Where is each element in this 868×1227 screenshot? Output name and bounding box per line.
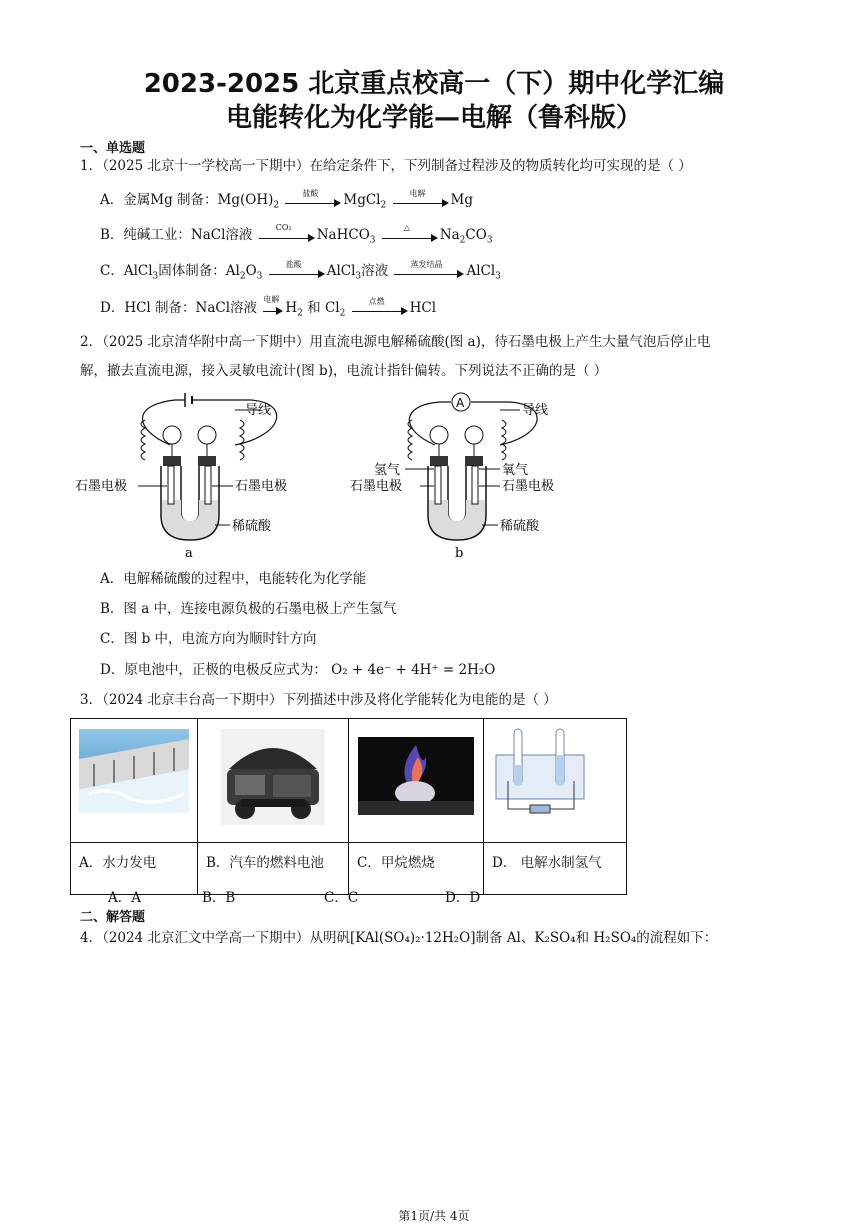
methane-flame-image — [358, 737, 474, 815]
question-2-stem-line1: 2．（2025 北京清华附中高一下期中）用直流电源电解稀硫酸(图 a)，待石墨电极上产生大量气泡后停止电 — [80, 334, 711, 350]
car-engine-image — [221, 729, 325, 825]
water-electrolysis-image — [490, 725, 590, 825]
cell-image-fuel-cell-car — [198, 719, 349, 843]
section-heading-answer: 二、解答题 — [80, 910, 146, 925]
q3-choice-table — [70, 718, 627, 895]
caption-b: b — [455, 546, 464, 560]
question-4-stem: 4．（2024 北京汇文中学高一下期中）从明矾[KAl(SO₄)₂·12H₂O]制备 Al、K₂SO₄和 H₂SO₄的流程如下： — [80, 930, 718, 946]
q2-option-d: D．原电池中，正极的电极反应式为： O₂ + 4e⁻ + 4H⁺ = 2H₂O — [100, 662, 496, 678]
cell-label-c: C．甲烷燃烧 — [349, 843, 484, 895]
label-right-electrode-a: 石墨电极 — [235, 479, 288, 494]
question-3-stem: 3．（2024 北京丰台高一下期中）下列描述中涉及将化学能转化为电能的是（ ） — [80, 692, 557, 708]
electrolysis-figure-b — [350, 390, 590, 560]
q1-option-c: C．AlCl$_3$固体制备：$Al_2O_3$ 盐酸 AlCl$_3$溶液 蒸发结晶 AlCl$_3$ — [100, 259, 501, 282]
q1-option-a: A．金属Mg 制备：$Mg(OH)_2$ 盐酸 MgCl$_2$ 电解 Mg — [100, 188, 474, 211]
label-right-electrode-b: 石墨电极 — [502, 479, 555, 494]
reaction-arrow: 点燃 — [352, 302, 408, 316]
q3-answer-b: B．B — [202, 890, 236, 906]
cell-label-a: A．水力发电 — [71, 843, 198, 895]
q2-option-c: C．图 b 中，电流方向为顺时针方向 — [100, 631, 317, 647]
cell-image-methane-combustion — [349, 719, 484, 843]
cell-label-d: D． 电解水制氢气 — [484, 843, 627, 895]
page-subtitle: 电能转化为化学能—电解（鲁科版） — [225, 103, 642, 133]
label-left-electrode-a: 石墨电极 — [75, 479, 128, 494]
electrode-equation: O₂ + 4e⁻ + 4H⁺ = 2H₂O — [331, 662, 496, 678]
label-wire-a: 导线 — [245, 403, 272, 418]
section-heading-single-choice: 一、单选题 — [80, 141, 146, 156]
q3-answer-d: D．D — [445, 890, 481, 906]
electrolysis-figure-a — [75, 390, 335, 560]
page-footer: 第1页/共 4页 — [398, 1209, 470, 1223]
label-acid-a: 稀硫酸 — [232, 519, 272, 534]
q1-option-b: B．纯碱工业：NaCl溶液 CO₂ NaHCO$_3$ △ $Na_2CO_3$ — [100, 222, 493, 246]
page-title: 2023-2025 北京重点校高一（下）期中化学汇编 — [143, 69, 725, 99]
label-wire-b: 导线 — [522, 403, 549, 418]
cell-label-b: B．汽车的燃料电池 — [198, 843, 349, 895]
q2-option-b: B．图 a 中，连接电源负极的石墨电极上产生氢气 — [100, 601, 397, 617]
reaction-arrow: 盐酸 — [269, 265, 325, 279]
label-oxygen: 氧气 — [502, 463, 529, 478]
q3-answer-a: A．A — [108, 890, 141, 906]
reaction-arrow: △ — [382, 229, 438, 243]
q1-option-d: D．HCl 制备：NaCl溶液 电解 $H_2$ 和 $Cl_2$ 点燃 HCl — [100, 294, 437, 319]
meter-label: A — [456, 396, 465, 410]
label-left-electrode-b: 石墨电极 — [350, 479, 403, 494]
reaction-arrow: 电解 — [393, 194, 449, 208]
hydropower-dam-image — [79, 729, 189, 813]
question-2-stem-line2: 解，撤去直流电源，接入灵敏电流计(图 b)，电流计指针偏转。下列说法不正确的是（ ） — [80, 363, 608, 379]
reaction-arrow: CO₂ — [259, 229, 315, 243]
question-1-stem: 1．（2025 北京十一学校高一下期中）在给定条件下，下列制备过程涉及的物质转化均可实现的是（ ） — [80, 158, 692, 174]
label-hydrogen: 氢气 — [374, 463, 401, 478]
q3-answer-c: C．C — [324, 890, 359, 906]
cell-image-hydropower — [71, 719, 198, 843]
reaction-arrow: 电解 — [263, 302, 283, 316]
cell-image-water-electrolysis — [484, 719, 627, 843]
reaction-arrow: 蒸发结晶 — [394, 265, 464, 279]
label-acid-b: 稀硫酸 — [500, 519, 540, 534]
caption-a: a — [185, 546, 193, 560]
reaction-arrow: 盐酸 — [285, 194, 341, 208]
q2-option-a: A．电解稀硫酸的过程中，电能转化为化学能 — [100, 571, 367, 587]
